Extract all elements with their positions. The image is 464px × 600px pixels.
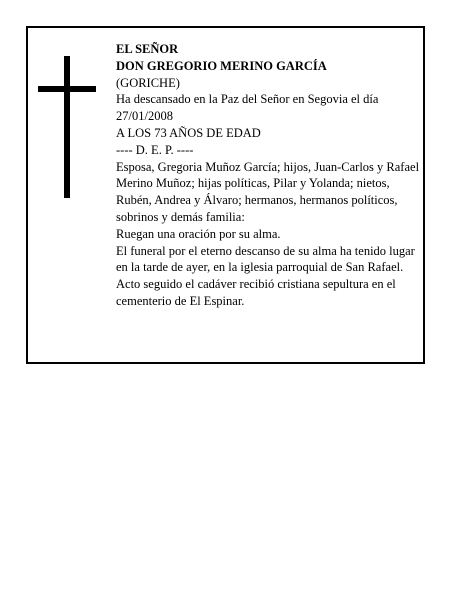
death-statement: Ha descansado en la Paz del Señor en Segovia el día 27/01/2008 xyxy=(116,92,379,124)
notice-heading: EL SEÑOR xyxy=(116,42,179,56)
rip-line: ---- D. E. P. ---- xyxy=(116,142,194,157)
notice-text-block xyxy=(116,41,421,310)
prayer-line: Ruegan una oración por su alma. xyxy=(116,226,281,241)
family-paragraph: Esposa, Gregoria Muñoz García; hijos, Juan-Carlos y Rafael Merino Muñoz; hijas políticas, Pilar y Yolanda; nietos, Rubén, Andrea y Álvaro; hermanos, hermanos políticos, sobrinos y demás familia: xyxy=(116,159,420,224)
cross-horizontal-bar xyxy=(38,86,96,92)
cross-icon xyxy=(38,56,96,198)
age-line: A LOS 73 AÑOS DE EDAD xyxy=(116,125,261,140)
deceased-name: DON GREGORIO MERINO GARCÍA xyxy=(116,58,327,73)
funeral-paragraph: El funeral por el eterno descanso de su alma ha tenido lugar en la tarde de ayer, en la iglesia parroquial de San Rafael. Acto seguido el cadáver recibió cristiana sepultura en el cementerio de El Espinar. xyxy=(116,243,415,308)
deceased-nickname: (GORICHE) xyxy=(116,75,180,90)
obituary-notice xyxy=(26,26,425,364)
cross-vertical-bar xyxy=(64,56,70,198)
